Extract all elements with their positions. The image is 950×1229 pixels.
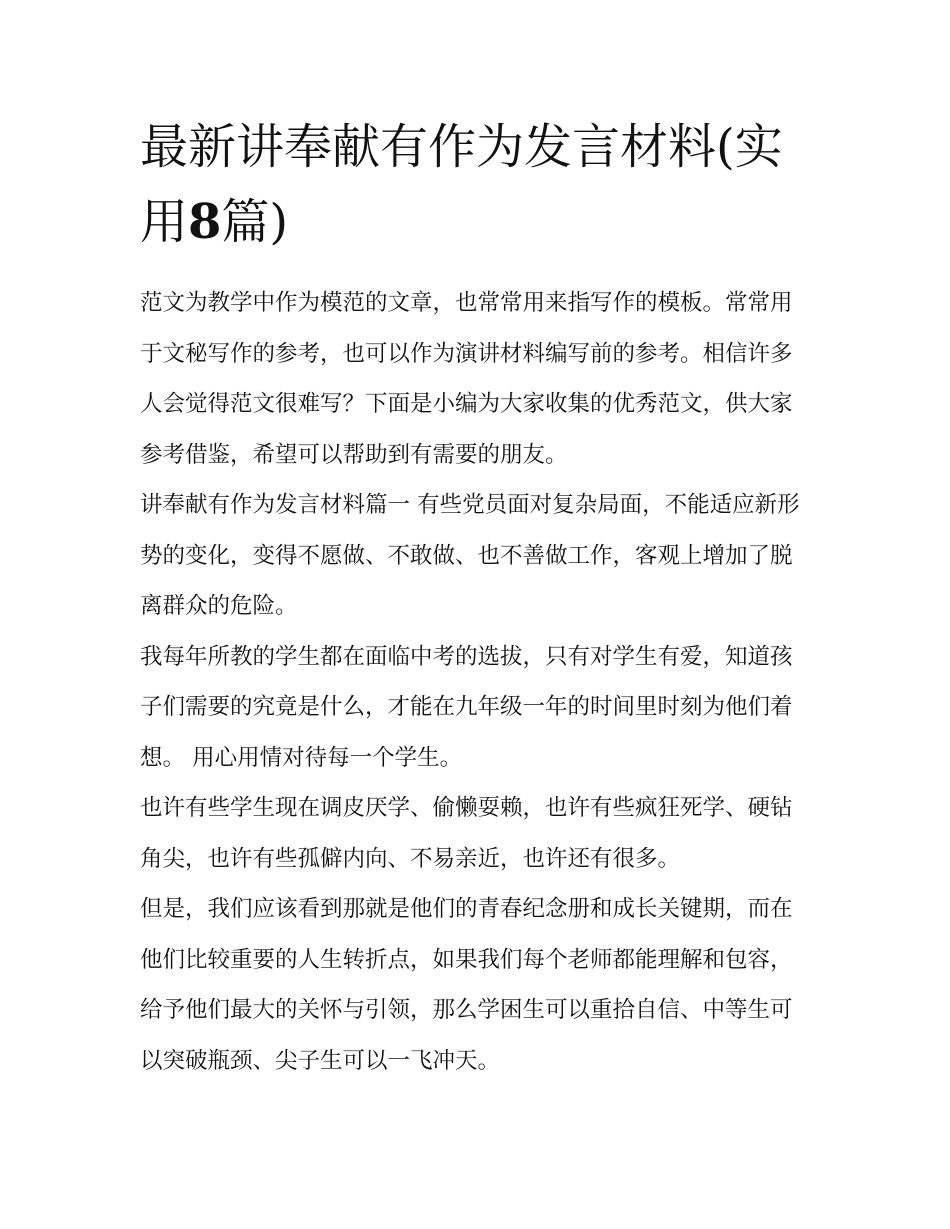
paragraph-3: 也许有些学生现在调皮厌学、偷懒耍赖，也许有些疯狂死学、硬钻角尖，也许有些孤僻内向、不易亲近，也许还有很多。: [140, 795, 793, 872]
paragraph-2: 我每年所教的学生都在面临中考的选拔，只有对学生有爱，知道孩子们需要的究竟是什么，才能在九年级一年的时间里时刻为他们着想。 用心用情对待每一个学生。: [140, 643, 793, 771]
paragraph-4: 但是，我们应该看到那就是他们的青春纪念册和成长关键期，而在他们比较重要的人生转折点，如果我们每个老师都能理解和包容，给予他们最大的关怀与引领，那么学困生可以重拾自信、中等生可以突破瓶颈、尖子生可以一飞冲天。: [140, 896, 793, 1074]
title-text-part2: 篇): [221, 194, 289, 250]
document-title: [140, 110, 812, 260]
paragraph-intro: 范文为教学中作为模范的文章，也常常用来指写作的模板。常常用于文秘写作的参考，也可以作为演讲材料编写前的参考。相信许多人会觉得范文很难写？下面是小编为大家收集的优秀范文，供大家参考借鉴，希望可以帮助到有需要的朋友。: [140, 290, 793, 468]
document-page: [140, 110, 812, 1086]
paragraph-1: 讲奉献有作为发言材料篇一 有些党员面对复杂局面，不能适应新形势的变化，变得不愿做、不敢做、也不善做工作，客观上增加了脱离群众的危险。: [140, 492, 800, 619]
title-text-part1: 最新讲奉献有作为发言材料(实用: [140, 119, 783, 250]
title-number: 8: [188, 194, 222, 250]
